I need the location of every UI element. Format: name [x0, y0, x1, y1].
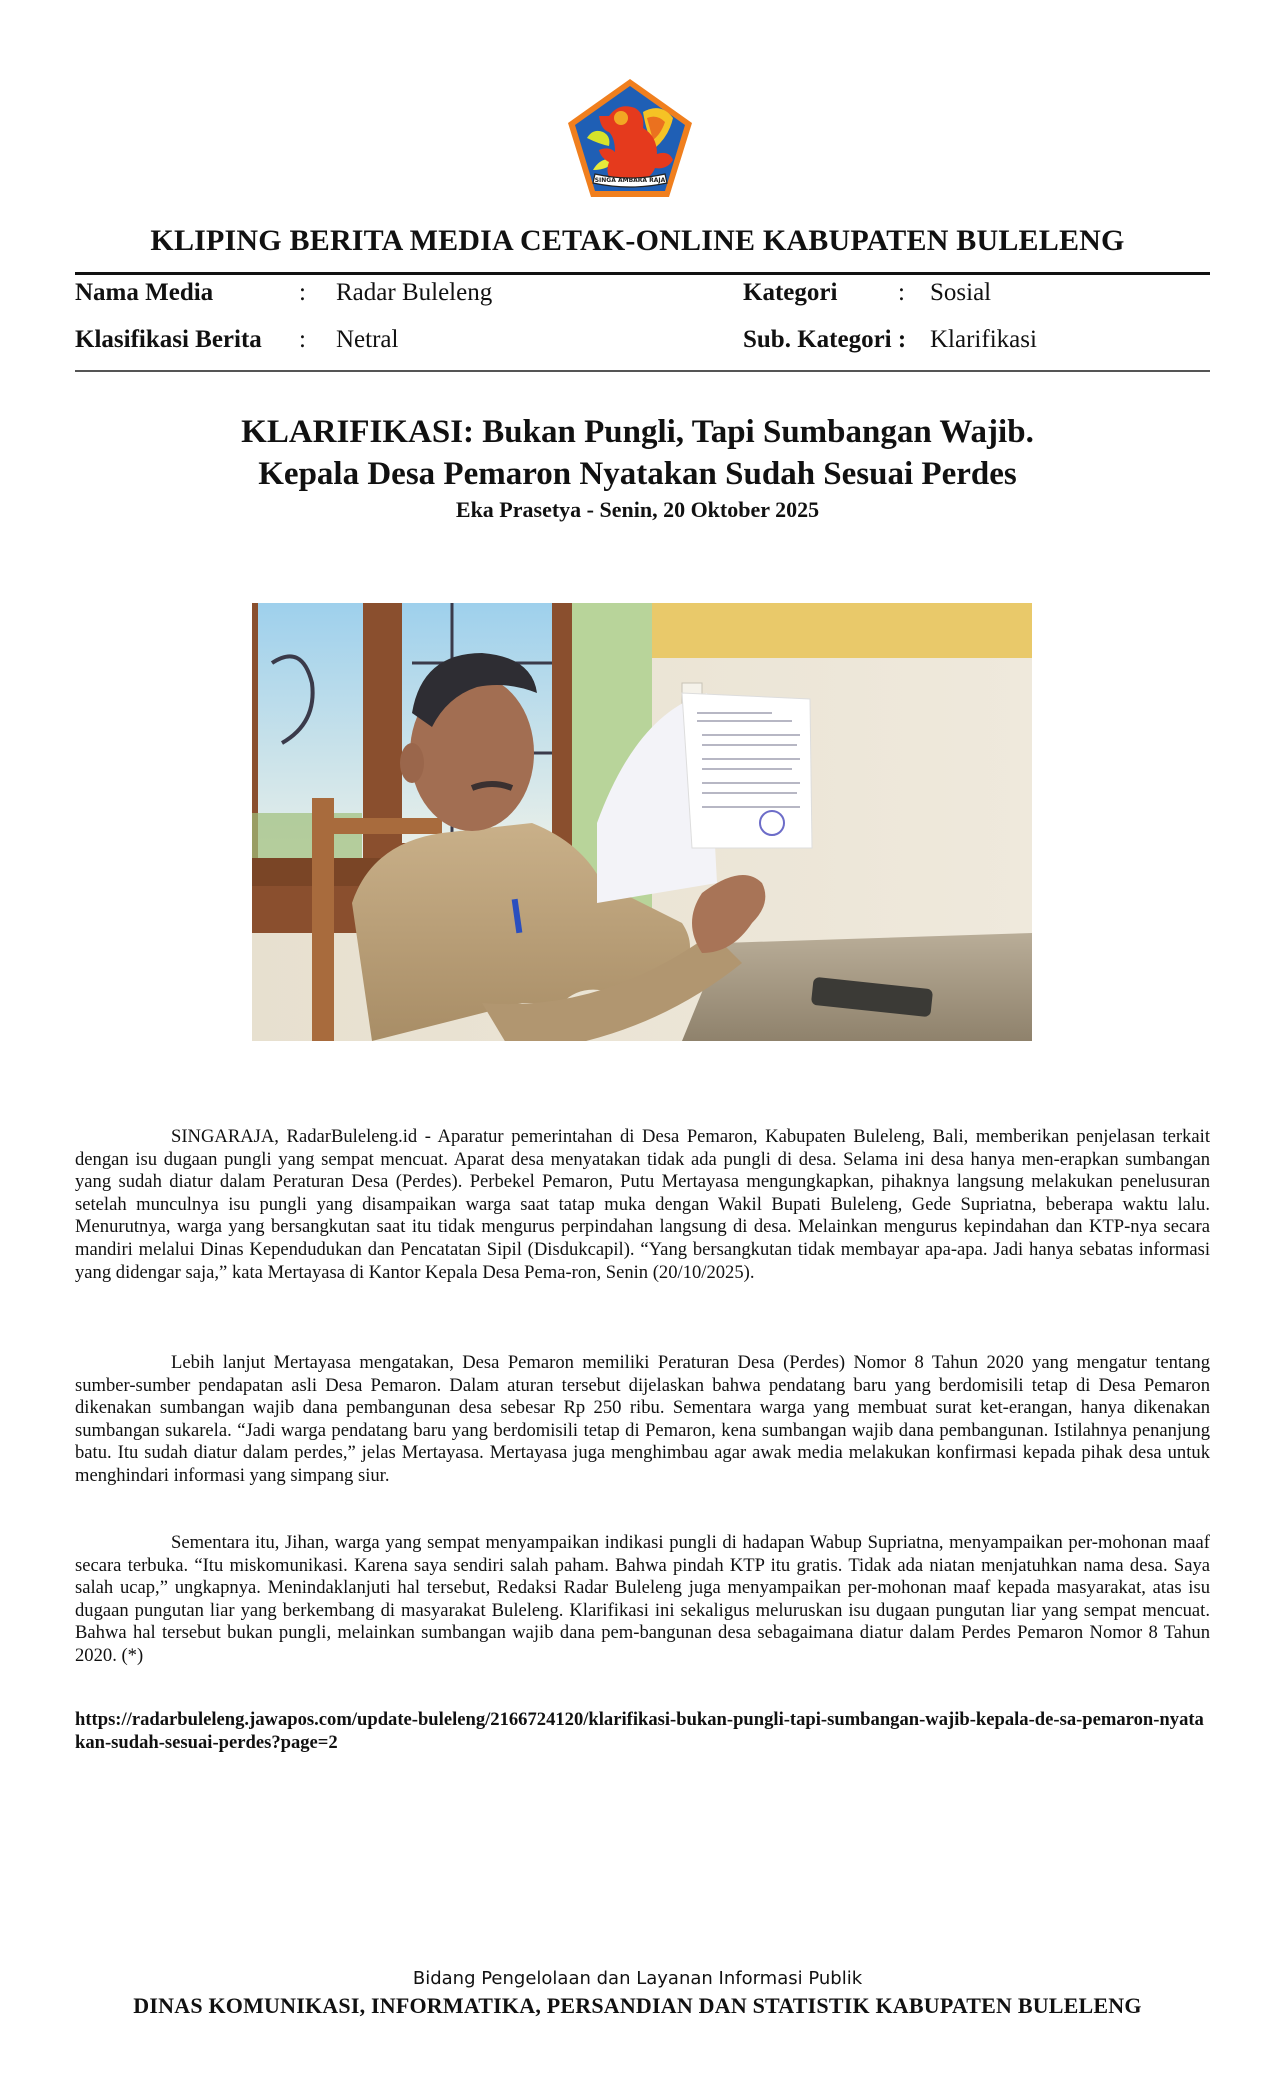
header-rule-top: [75, 272, 1210, 275]
meta-colon: :: [299, 326, 306, 353]
meta-value: Sosial: [930, 279, 992, 306]
meta-value: Netral: [336, 326, 399, 353]
meta-label: Kategori: [743, 279, 838, 306]
meta-label: Sub. Kategori :: [743, 326, 907, 353]
footer-department: Bidang Pengelolaan dan Layanan Informasi Publik: [412, 1968, 863, 1989]
footer-agency: DINAS KOMUNIKASI, INFORMATIKA, PERSANDIAN DAN STATISTIK KABUPATEN BULELENG: [133, 1993, 1142, 2018]
meta-value: Klarifikasi: [930, 326, 1037, 353]
header-rule-bottom: [75, 370, 1210, 372]
meta-colon: :: [898, 279, 905, 306]
buleleng-emblem-logo: [565, 76, 695, 200]
source-url[interactable]: https://radarbuleleng.jawapos.com/update-buleleng/2166724120/klarifikasi-bukan-pungli-tapi-sumbangan-wajib-kepala-de-sa-pemaron-nyatakan-sudah-sesuai-perdes?page=2: [75, 1709, 1204, 1753]
meta-value: Radar Buleleng: [336, 279, 493, 306]
article-paragraph: Sementara itu, Jihan, warga yang sempat menyampaikan indikasi pungli di hadapan Wabup Supriatna, menyampaikan per-mohonan maaf secara terbuka. “Itu miskomunikasi. Karena saya sendiri salah paham. Bahwa pindah KTP itu gratis. Tidak ada niatan menjatuhkan nama desa. Saya salah ucap,” ungkapnya. Menindaklanjuti hal tersebut, Redaksi Radar Buleleng juga menyampaikan per-mohonan maaf kepada masyarakat, atas isu dugaan pungutan liar yang berkembang di masyarakat Buleleng. Klarifikasi ini sekaligus meluruskan isu dugaan pungutan liar yang sempat mencuat. Bahwa hal tersebut bukan pungli, melainkan sumbangan wajib dana pem-bangunan desa sebagaimana diatur dalam Perdes Pemaron Nomor 8 Tahun 2020. (*): [75, 1532, 1210, 1666]
emblem-motto: SINGA AMBARA RAJA: [594, 177, 666, 184]
headline-line-1: KLARIFIKASI: Bukan Pungli, Tapi Sumbangan Wajib.: [241, 414, 1034, 450]
byline: Eka Prasetya - Senin, 20 Oktober 2025: [455, 497, 820, 522]
meta-label: Nama Media: [75, 279, 214, 306]
article-paragraph: Lebih lanjut Mertayasa mengatakan, Desa Pemaron memiliki Peraturan Desa (Perdes) Nomor 8 Tahun 2020 yang mengatur tentang sumber-sumber pendapatan asli Desa Pemaron. Dalam aturan tersebut dijelaskan bahwa pendatang baru yang berdomisili tetap di Desa Pemaron dikenakan sumbangan wajib dana pembangunan desa sebesar Rp 250 ribu. Sementara warga yang membuat surat ket-erangan, hanya dikenakan sumbangan sukarela. “Jadi warga pendatang baru yang berdomisili tetap di Pemaron, kena sumbangan wajib dana pembangunan. Istilahnya penanjung batu. Itu sudah diatur dalam perdes,” jelas Mertayasa. Mertayasa juga menghimbau agar awak media melakukan konfirmasi kepada pihak desa untuk menghindari informasi yang simpang siur.: [75, 1352, 1210, 1486]
news-photo: [252, 603, 1032, 1041]
document-title: KLIPING BERITA MEDIA CETAK-ONLINE KABUPATEN BULELENG: [150, 224, 1125, 257]
headline-line-2: Kepala Desa Pemaron Nyatakan Sudah Sesuai Perdes: [258, 456, 1017, 492]
meta-colon: :: [299, 279, 306, 306]
meta-label: Klasifikasi Berita: [75, 326, 262, 353]
article-paragraph: SINGARAJA, RadarBuleleng.id - Aparatur pemerintahan di Desa Pemaron, Kabupaten Buleleng, Bali, memberikan penjelasan terkait dengan isu dugaan pungli yang sempat mencuat. Aparat desa menyatakan tidak ada pungli di desa. Selama ini desa hanya men-erapkan sumbangan yang sudah diatur dalam Peraturan Desa (Perdes). Perbekel Pemaron, Putu Mertayasa mengungkapkan, pihaknya langsung melakukan penelusuran setelah munculnya isu pungli yang disampaikan warga saat tatap muka dengan Wakil Bupati Buleleng, Gede Supriatna, beberapa waktu lalu. Menurutnya, warga yang bersangkutan saat itu tidak mengurus perpindahan langsung di desa. Melainkan mengurus kepindahan dan KTP-nya secara mandiri melalui Dinas Kependudukan dan Pencatatan Sipil (Disdukcapil). “Yang bersangkutan tidak membayar apa-apa. Jadi hanya sebatas informasi yang didengar saja,” kata Mertayasa di Kantor Kepala Desa Pema-ron, Senin (20/10/2025).: [75, 1126, 1210, 1283]
